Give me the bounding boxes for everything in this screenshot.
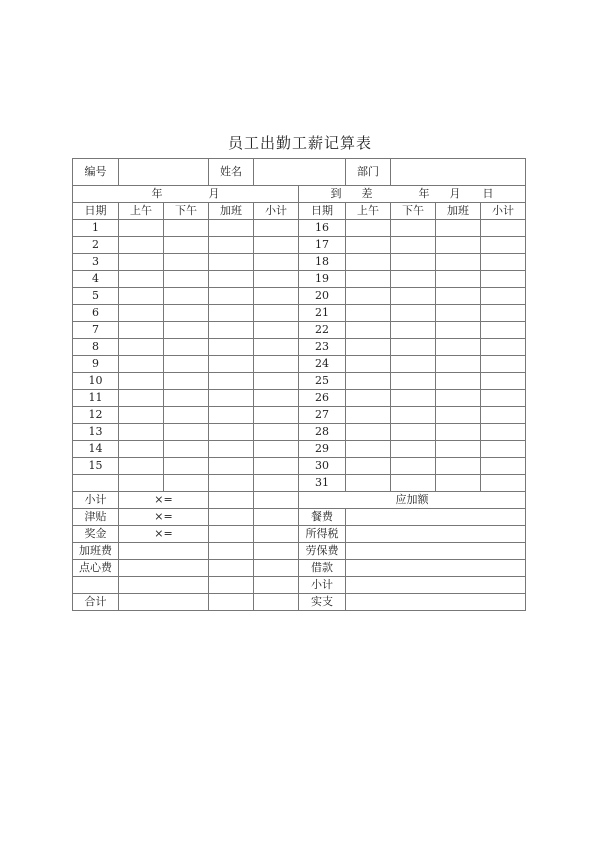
day-cell[interactable] — [481, 356, 526, 373]
day-cell[interactable] — [346, 373, 391, 390]
summary-row-bonus — [73, 526, 526, 543]
day-cell[interactable] — [209, 339, 254, 356]
day-cell[interactable] — [481, 373, 526, 390]
day-cell[interactable] — [164, 407, 209, 424]
day-cell[interactable] — [164, 373, 209, 390]
snack-fee-label: 点心费 — [73, 560, 119, 577]
summary-cell[interactable] — [73, 577, 119, 594]
day-cell[interactable] — [391, 441, 436, 458]
day-cell[interactable] — [481, 254, 526, 271]
day-cell[interactable] — [209, 220, 254, 237]
day-number-right: 30 — [299, 458, 346, 475]
period-row — [73, 186, 526, 203]
day-row — [73, 424, 526, 441]
day-cell[interactable] — [254, 407, 299, 424]
day-cell[interactable] — [119, 254, 164, 271]
day-cell[interactable] — [391, 254, 436, 271]
summary-cell[interactable] — [254, 492, 299, 509]
period-year-label: 年 — [151, 187, 163, 200]
attendance-table — [72, 158, 526, 611]
net-pay-label: 实支 — [299, 594, 346, 611]
col-overtime-left: 加班 — [209, 203, 254, 220]
bonus-label: 奖金 — [73, 526, 119, 543]
day-cell[interactable] — [119, 305, 164, 322]
period-right-month-label: 月 — [449, 187, 461, 200]
day-cell[interactable] — [209, 407, 254, 424]
day-cell[interactable] — [436, 288, 481, 305]
day-cell[interactable] — [346, 288, 391, 305]
day-cell[interactable] — [346, 475, 391, 492]
day-row — [73, 441, 526, 458]
day-cell[interactable] — [164, 424, 209, 441]
day-cell[interactable] — [346, 339, 391, 356]
period-to-label: 到 — [330, 187, 342, 200]
day-cell[interactable] — [164, 271, 209, 288]
day-number-left: 3 — [73, 254, 119, 271]
summary-cell[interactable] — [119, 543, 209, 560]
summary-row-allowance — [73, 509, 526, 526]
allowance-times-cell[interactable]: ×= — [119, 509, 209, 526]
day-cell[interactable] — [119, 390, 164, 407]
day-number-right: 27 — [299, 407, 346, 424]
day-cell[interactable] — [346, 441, 391, 458]
summary-cell[interactable] — [209, 543, 254, 560]
insurance-value[interactable] — [346, 543, 526, 560]
day-cell[interactable] — [391, 288, 436, 305]
name-label: 姓名 — [209, 159, 254, 186]
day-cell[interactable] — [346, 254, 391, 271]
dept-label: 部门 — [346, 159, 391, 186]
day-cell[interactable] — [119, 220, 164, 237]
day-number-right: 21 — [299, 305, 346, 322]
day-cell[interactable] — [119, 458, 164, 475]
day-cell[interactable] — [481, 322, 526, 339]
day-cell[interactable] — [254, 339, 299, 356]
day-cell[interactable] — [481, 220, 526, 237]
loan-label: 借款 — [299, 560, 346, 577]
day-cell[interactable] — [164, 339, 209, 356]
day-number-right: 29 — [299, 441, 346, 458]
day-cell[interactable] — [346, 271, 391, 288]
day-number-right: 17 — [299, 237, 346, 254]
day-number-right: 26 — [299, 390, 346, 407]
day-number-left: 4 — [73, 271, 119, 288]
day-cell[interactable] — [436, 458, 481, 475]
day-cell[interactable] — [254, 322, 299, 339]
day-number-right: 24 — [299, 356, 346, 373]
day-row — [73, 373, 526, 390]
day-cell[interactable] — [481, 475, 526, 492]
period-right[interactable] — [299, 186, 526, 203]
day-row — [73, 356, 526, 373]
day-cell[interactable] — [391, 424, 436, 441]
summary-cell[interactable] — [209, 594, 254, 611]
day-cell[interactable] — [346, 220, 391, 237]
day-row — [73, 237, 526, 254]
day-row — [73, 305, 526, 322]
right-subtotal-label: 小计 — [299, 577, 346, 594]
day-cell[interactable] — [209, 373, 254, 390]
overtime-fee-label: 加班费 — [73, 543, 119, 560]
id-label: 编号 — [73, 159, 119, 186]
day-number-left: 9 — [73, 356, 119, 373]
summary-row-subtotal — [73, 492, 526, 509]
subtotal-times-cell[interactable]: ×= — [119, 492, 209, 509]
day-cell[interactable] — [209, 441, 254, 458]
day-cell[interactable] — [346, 356, 391, 373]
loan-value[interactable] — [346, 560, 526, 577]
day-cell[interactable] — [209, 288, 254, 305]
day-cell[interactable] — [209, 237, 254, 254]
day-cell[interactable] — [119, 288, 164, 305]
day-cell[interactable] — [254, 373, 299, 390]
day-cell[interactable] — [119, 475, 164, 492]
day-cell[interactable] — [119, 441, 164, 458]
day-row — [73, 407, 526, 424]
subtotal-label: 小计 — [73, 492, 119, 509]
income-tax-value[interactable] — [346, 526, 526, 543]
day-cell[interactable] — [436, 339, 481, 356]
day-cell[interactable] — [209, 305, 254, 322]
day-cell[interactable] — [391, 407, 436, 424]
day-cell[interactable] — [436, 373, 481, 390]
day-cell[interactable] — [209, 322, 254, 339]
day-cell[interactable] — [254, 441, 299, 458]
day-cell[interactable] — [481, 441, 526, 458]
day-cell[interactable] — [391, 373, 436, 390]
day-cell[interactable] — [119, 237, 164, 254]
day-row — [73, 271, 526, 288]
day-cell[interactable] — [481, 458, 526, 475]
day-row — [73, 220, 526, 237]
period-month-label: 月 — [208, 187, 220, 200]
day-cell[interactable] — [164, 458, 209, 475]
page-title: 员工出勤工薪记算表 — [227, 134, 372, 152]
col-date-left: 日期 — [73, 203, 119, 220]
day-cell[interactable] — [254, 288, 299, 305]
day-number-right: 31 — [299, 475, 346, 492]
day-cell[interactable] — [119, 322, 164, 339]
col-pm-left: 下午 — [164, 203, 209, 220]
payable-label: 应加额 — [299, 492, 526, 509]
day-cell[interactable] — [346, 458, 391, 475]
column-header-row — [73, 203, 526, 220]
day-cell[interactable] — [436, 475, 481, 492]
summary-cell[interactable] — [254, 560, 299, 577]
day-number-left: 12 — [73, 407, 119, 424]
day-cell[interactable] — [164, 288, 209, 305]
day-cell[interactable] — [254, 271, 299, 288]
day-cell[interactable] — [436, 254, 481, 271]
summary-cell[interactable] — [254, 594, 299, 611]
period-left[interactable] — [73, 186, 299, 203]
day-cell[interactable] — [119, 271, 164, 288]
day-cell[interactable] — [209, 390, 254, 407]
day-number-left: 5 — [73, 288, 119, 305]
day-number-left: 2 — [73, 237, 119, 254]
day-cell[interactable] — [254, 237, 299, 254]
day-number-left: 1 — [73, 220, 119, 237]
day-cell[interactable] — [481, 407, 526, 424]
day-cell[interactable] — [254, 356, 299, 373]
meal-fee-value[interactable] — [346, 509, 526, 526]
day-cell[interactable] — [164, 322, 209, 339]
total-value[interactable] — [119, 594, 209, 611]
day-cell[interactable] — [209, 424, 254, 441]
day-cell[interactable] — [436, 271, 481, 288]
day-number-left: 15 — [73, 458, 119, 475]
dept-field[interactable] — [391, 159, 526, 186]
day-cell[interactable] — [254, 458, 299, 475]
day-cell[interactable] — [436, 407, 481, 424]
day-cell[interactable] — [209, 271, 254, 288]
day-number-right: 18 — [299, 254, 346, 271]
summary-row-total — [73, 594, 526, 611]
period-diff-label: 差 — [361, 187, 373, 200]
day-cell[interactable] — [391, 356, 436, 373]
day-cell[interactable] — [254, 390, 299, 407]
day-number-left: 7 — [73, 322, 119, 339]
summary-cell[interactable] — [254, 543, 299, 560]
day-cell[interactable] — [209, 458, 254, 475]
day-cell[interactable] — [436, 441, 481, 458]
day-cell[interactable] — [481, 390, 526, 407]
day-number-right: 23 — [299, 339, 346, 356]
day-cell[interactable] — [346, 237, 391, 254]
summary-cell[interactable] — [209, 492, 254, 509]
day-number-right: 25 — [299, 373, 346, 390]
day-cell[interactable] — [346, 305, 391, 322]
day-number-right: 16 — [299, 220, 346, 237]
day-cell[interactable] — [119, 356, 164, 373]
day-cell[interactable] — [164, 254, 209, 271]
summary-cell[interactable] — [119, 560, 209, 577]
summary-cell[interactable] — [254, 526, 299, 543]
day-number-left — [73, 475, 119, 492]
table-body — [73, 159, 526, 492]
day-cell[interactable] — [391, 339, 436, 356]
day-cell[interactable] — [164, 475, 209, 492]
header-row — [73, 159, 526, 186]
net-pay-value[interactable] — [346, 594, 526, 611]
day-cell[interactable] — [164, 390, 209, 407]
day-cell[interactable] — [436, 237, 481, 254]
col-pm-right: 下午 — [391, 203, 436, 220]
day-cell[interactable] — [119, 339, 164, 356]
day-cell[interactable] — [391, 322, 436, 339]
day-number-left: 13 — [73, 424, 119, 441]
day-cell[interactable] — [346, 390, 391, 407]
summary-cell[interactable] — [119, 577, 209, 594]
insurance-label: 劳保费 — [299, 543, 346, 560]
summary-cell[interactable] — [209, 560, 254, 577]
summary-row-overtime — [73, 543, 526, 560]
summary-cell[interactable] — [209, 509, 254, 526]
col-subtotal-left: 小计 — [254, 203, 299, 220]
day-row — [73, 322, 526, 339]
day-number-left: 10 — [73, 373, 119, 390]
day-cell[interactable] — [119, 424, 164, 441]
day-cell[interactable] — [481, 305, 526, 322]
period-right-year-label: 年 — [418, 187, 430, 200]
summary-row-blank — [73, 577, 526, 594]
summary-row-snack — [73, 560, 526, 577]
day-row — [73, 458, 526, 475]
day-cell[interactable] — [481, 288, 526, 305]
day-cell[interactable] — [164, 356, 209, 373]
day-cell[interactable] — [391, 237, 436, 254]
day-row — [73, 339, 526, 356]
day-cell[interactable] — [481, 339, 526, 356]
day-cell[interactable] — [481, 237, 526, 254]
day-cell[interactable] — [481, 424, 526, 441]
summary-cell[interactable] — [254, 577, 299, 594]
day-number-left: 14 — [73, 441, 119, 458]
day-number-right: 22 — [299, 322, 346, 339]
day-cell[interactable] — [254, 254, 299, 271]
day-row — [73, 390, 526, 407]
day-cell[interactable] — [391, 305, 436, 322]
day-cell[interactable] — [436, 305, 481, 322]
day-cell[interactable] — [346, 407, 391, 424]
day-cell[interactable] — [391, 475, 436, 492]
day-cell[interactable] — [436, 424, 481, 441]
id-field[interactable] — [119, 159, 209, 186]
day-cell[interactable] — [254, 475, 299, 492]
bonus-times-cell[interactable]: ×= — [119, 526, 209, 543]
summary-cell[interactable] — [254, 509, 299, 526]
day-cell[interactable] — [436, 390, 481, 407]
day-cell[interactable] — [254, 305, 299, 322]
day-row — [73, 288, 526, 305]
day-row — [73, 475, 526, 492]
col-date-right: 日期 — [299, 203, 346, 220]
summary-cell[interactable] — [209, 526, 254, 543]
day-cell[interactable] — [254, 424, 299, 441]
col-am-right: 上午 — [346, 203, 391, 220]
day-cell[interactable] — [254, 220, 299, 237]
right-subtotal-value[interactable] — [346, 577, 526, 594]
day-cell[interactable] — [436, 322, 481, 339]
day-number-left: 6 — [73, 305, 119, 322]
col-subtotal-right: 小计 — [481, 203, 526, 220]
day-cell[interactable] — [481, 271, 526, 288]
day-cell[interactable] — [164, 220, 209, 237]
day-cell[interactable] — [391, 458, 436, 475]
day-cell[interactable] — [436, 220, 481, 237]
day-number-right: 20 — [299, 288, 346, 305]
name-field[interactable] — [254, 159, 346, 186]
day-cell[interactable] — [346, 322, 391, 339]
day-cell[interactable] — [119, 407, 164, 424]
allowance-label: 津贴 — [73, 509, 119, 526]
col-overtime-right: 加班 — [436, 203, 481, 220]
day-cell[interactable] — [164, 305, 209, 322]
day-cell[interactable] — [209, 475, 254, 492]
meal-fee-label: 餐费 — [299, 509, 346, 526]
day-row — [73, 254, 526, 271]
day-cell[interactable] — [391, 220, 436, 237]
day-number-right: 28 — [299, 424, 346, 441]
day-cell[interactable] — [164, 441, 209, 458]
summary-body — [73, 492, 526, 611]
day-cell[interactable] — [209, 254, 254, 271]
day-cell[interactable] — [119, 373, 164, 390]
day-number-right: 19 — [299, 271, 346, 288]
total-label: 合计 — [73, 594, 119, 611]
col-am-left: 上午 — [119, 203, 164, 220]
income-tax-label: 所得税 — [299, 526, 346, 543]
day-cell[interactable] — [346, 424, 391, 441]
summary-cell[interactable] — [209, 577, 254, 594]
day-cell[interactable] — [391, 390, 436, 407]
day-cell[interactable] — [164, 237, 209, 254]
day-cell[interactable] — [209, 356, 254, 373]
day-cell[interactable] — [391, 271, 436, 288]
day-number-left: 8 — [73, 339, 119, 356]
day-number-left: 11 — [73, 390, 119, 407]
day-cell[interactable] — [436, 356, 481, 373]
period-day-label: 日 — [482, 187, 494, 200]
